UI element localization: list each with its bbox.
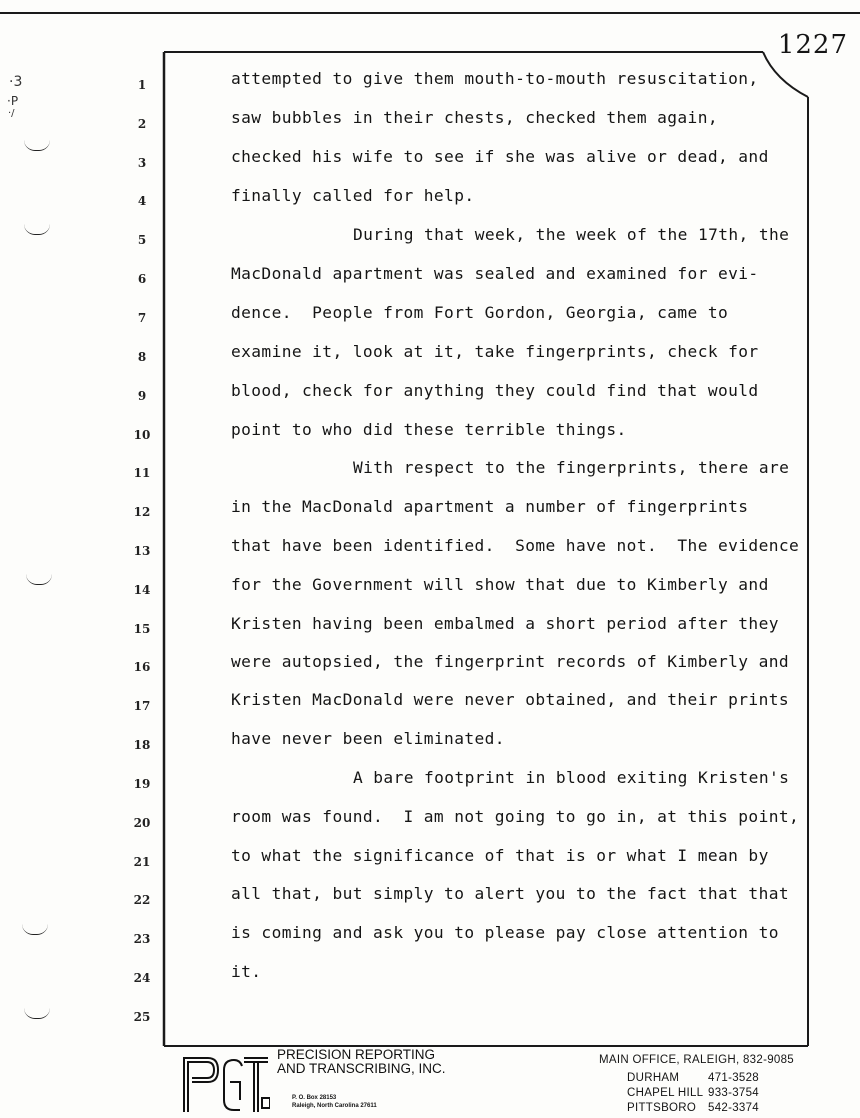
line-number: 21 (133, 855, 151, 869)
transcript-line: saw bubbles in their chests, checked them again, (231, 108, 718, 127)
transcript-line: Kristen MacDonald were never obtained, and their prints (231, 690, 790, 709)
office-listing (627, 1102, 759, 1114)
line-number: 8 (137, 350, 147, 364)
company-name (277, 1048, 446, 1076)
company-logo (178, 1052, 270, 1114)
office-city: DURHAM (627, 1072, 680, 1084)
transcript-line: all that, but simply to alert you to the fact that that (231, 884, 790, 903)
transcript-line: A bare footprint in blood exiting Kristen's (353, 768, 790, 787)
line-number: 19 (133, 777, 151, 791)
transcript-line: With respect to the fingerprints, there are (353, 458, 790, 477)
line-number: 20 (133, 816, 151, 830)
company-name-line: PRECISION REPORTING (277, 1047, 436, 1062)
transcript-line: to what the significance of that is or what I mean by (231, 846, 769, 865)
line-number: 9 (137, 389, 147, 403)
line-number: 5 (137, 233, 147, 247)
address-line: Raleigh, North Carolina 27611 (292, 1103, 377, 1109)
address-line: P. O. Box 28153 (292, 1095, 337, 1101)
line-number: 25 (133, 1010, 151, 1024)
transcript-line: room was found. I am not going to go in, at this point, (231, 807, 800, 826)
transcript-line: were autopsied, the fingerprint records of Kimberly and (231, 652, 790, 671)
transcript-line: dence. People from Fort Gordon, Georgia, came to (231, 303, 729, 322)
line-number: 10 (133, 428, 151, 442)
line-number: 14 (133, 583, 151, 597)
transcript-line: in the MacDonald apartment a number of fingerprints (231, 497, 749, 516)
office-phone: 933-3754 (708, 1087, 759, 1099)
line-number: 24 (133, 971, 151, 985)
line-number: 1 (137, 78, 147, 92)
transcript-line: blood, check for anything they could find that would (231, 381, 759, 400)
line-number: 7 (137, 311, 147, 325)
margin-mark: ·P (7, 94, 19, 108)
line-number: 18 (133, 738, 151, 752)
transcript-line: examine it, look at it, take fingerprints, check for (231, 342, 759, 361)
line-number: 13 (133, 544, 151, 558)
transcript-line: point to who did these terrible things. (231, 420, 627, 439)
main-office: MAIN OFFICE, RALEIGH, 832-9085 (599, 1054, 794, 1066)
transcript-line: Kristen having been embalmed a short period after they (231, 614, 779, 633)
transcript-line: attempted to give them mouth-to-mouth resuscitation, (231, 69, 759, 88)
transcript-line: it. (231, 962, 262, 981)
line-number: 2 (137, 117, 147, 131)
transcript-line: During that week, the week of the 17th, the (353, 225, 790, 244)
office-listing (627, 1087, 759, 1099)
transcript-line: that have been identified. Some have not. The evidence (231, 536, 800, 555)
line-number: 6 (137, 272, 147, 286)
line-number: 17 (133, 699, 151, 713)
line-number: 4 (137, 194, 147, 208)
margin-mark: ·/ (8, 108, 15, 119)
office-listing (627, 1072, 759, 1084)
office-city: PITTSBORO (627, 1102, 697, 1114)
office-phone: 471-3528 (708, 1072, 759, 1084)
line-number: 16 (133, 660, 151, 674)
line-number: 12 (133, 505, 151, 519)
transcript-line: finally called for help. (231, 186, 475, 205)
margin-mark: ·3 (9, 74, 23, 90)
line-number: 22 (133, 893, 151, 907)
footer (0, 1040, 860, 1118)
transcript-line: for the Government will show that due to Kimberly and (231, 575, 769, 594)
company-name-line: AND TRANSCRIBING, INC. (277, 1061, 446, 1076)
page-number: 1227 (777, 30, 848, 60)
transcript-line: have never been eliminated. (231, 729, 505, 748)
line-number: 15 (133, 622, 151, 636)
transcript-line: is coming and ask you to please pay close attention to (231, 923, 779, 942)
line-number: 11 (133, 466, 151, 480)
line-number: 3 (137, 156, 147, 170)
office-phone: 542-3374 (708, 1102, 759, 1114)
company-address (292, 1094, 377, 1110)
line-number: 23 (133, 932, 151, 946)
transcript-line: checked his wife to see if she was alive or dead, and (231, 147, 769, 166)
transcript-line: MacDonald apartment was sealed and examined for evi- (231, 264, 759, 283)
office-city: CHAPEL HILL (627, 1087, 704, 1099)
